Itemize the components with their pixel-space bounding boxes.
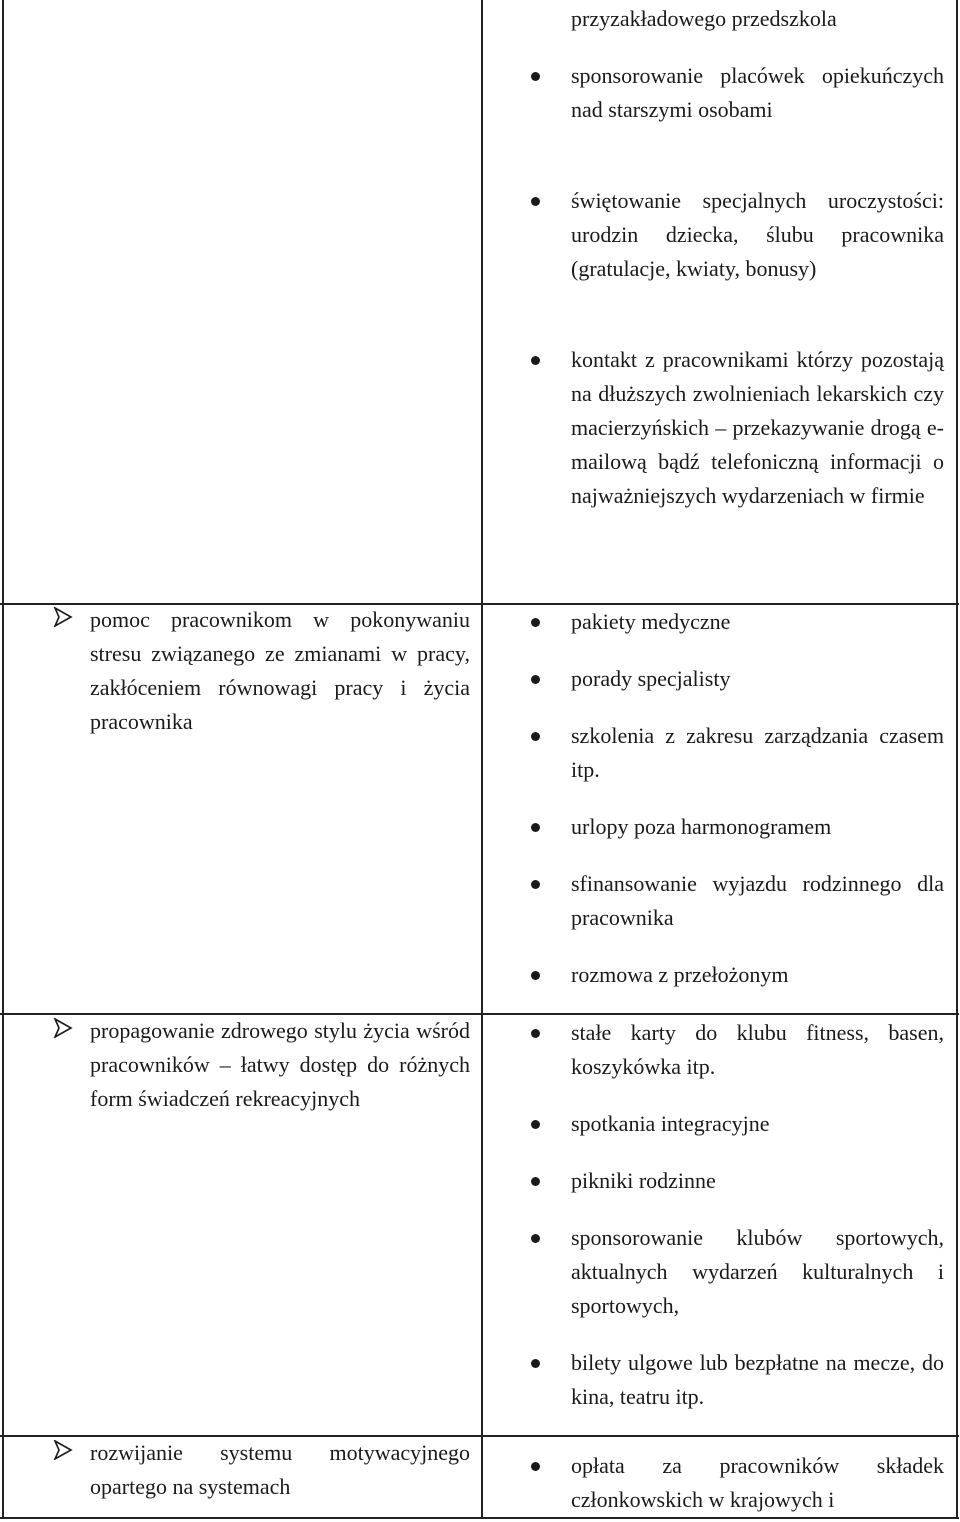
round-bullet-icon (531, 1029, 540, 1038)
list-item: szkolenia z zakresu zarządzania czasem itp. (528, 719, 944, 787)
list-item: opłata za pracowników składek członkowskich w krajowych i (528, 1449, 944, 1517)
round-bullet-icon (531, 1462, 540, 1471)
category-text: rozwijanie systemu motywacyjnego opartego na systemach (90, 1440, 470, 1499)
round-bullet-icon (531, 197, 540, 206)
row-3-left-cell (55, 1014, 470, 1116)
round-bullet-icon (531, 1177, 540, 1186)
round-bullet-icon (531, 675, 540, 684)
list-item: rozmowa z przełożonym (528, 958, 944, 992)
category-text: pomoc pracownikom w pokonywaniu stresu związanego ze zmianami w pracy, zakłóceniem równowagi pracy i życia pracownika (90, 607, 470, 734)
arrowhead-bullet-icon (53, 1018, 77, 1042)
list-item: porady specjalisty (528, 662, 944, 696)
list-item: spotkania integracyjne (528, 1107, 944, 1141)
round-bullet-icon (531, 971, 540, 980)
arrowhead-bullet-icon (53, 1440, 77, 1464)
round-bullet-icon (531, 618, 540, 627)
round-bullet-icon (531, 732, 540, 741)
list-item: pikniki rodzinne (528, 1164, 944, 1198)
list-item: stałe karty do klubu fitness, basen, koszykówka itp. (528, 1016, 944, 1084)
list-item: sponsorowanie placówek opiekuńczych nad starszymi osobami (528, 59, 944, 127)
table-column-divider (481, 0, 483, 1519)
row-2-left-cell (55, 603, 470, 739)
row-4-left-cell (55, 1436, 470, 1504)
table-border-left (2, 0, 4, 1519)
list-item: sfinansowanie wyjazdu rodzinnego dla pracownika (528, 867, 944, 935)
round-bullet-icon (531, 72, 540, 81)
category-text: propagowanie zdrowego stylu życia wśród pracowników – łatwy dostęp do różnych form świadczeń rekreacyjnych (90, 1018, 470, 1111)
list-item: pakiety medyczne (528, 605, 944, 639)
round-bullet-icon (531, 880, 540, 889)
list-item: bilety ulgowe lub bezpłatne na mecze, do kina, teatru itp. (528, 1346, 944, 1414)
list-item: świętowanie specjalnych uroczystości: urodzin dziecka, ślubu pracownika (gratulacje, kwiaty, bonusy) (528, 184, 944, 286)
continuation-text: przyzakładowego przedszkola (571, 6, 837, 31)
list-item: sponsorowanie klubów sportowych, aktualnych wydarzeń kulturalnych i sportowych, (528, 1221, 944, 1323)
table-border-bottom (0, 1517, 959, 1519)
round-bullet-icon (531, 356, 540, 365)
round-bullet-icon (531, 1234, 540, 1243)
arrowhead-bullet-icon (53, 607, 77, 631)
list-item: kontakt z pracownikami którzy pozostają na dłuższych zwolnieniach lekarskich czy macierzyńskich – przekazywanie drogą e-mailową bądź telefoniczną informacji o najważniejszych wydarzeniach w firmie (528, 343, 944, 513)
round-bullet-icon (531, 1120, 540, 1129)
list-item: urlopy poza harmonogramem (528, 810, 944, 844)
round-bullet-icon (531, 1359, 540, 1368)
table-border-right (956, 0, 958, 1519)
round-bullet-icon (531, 823, 540, 832)
